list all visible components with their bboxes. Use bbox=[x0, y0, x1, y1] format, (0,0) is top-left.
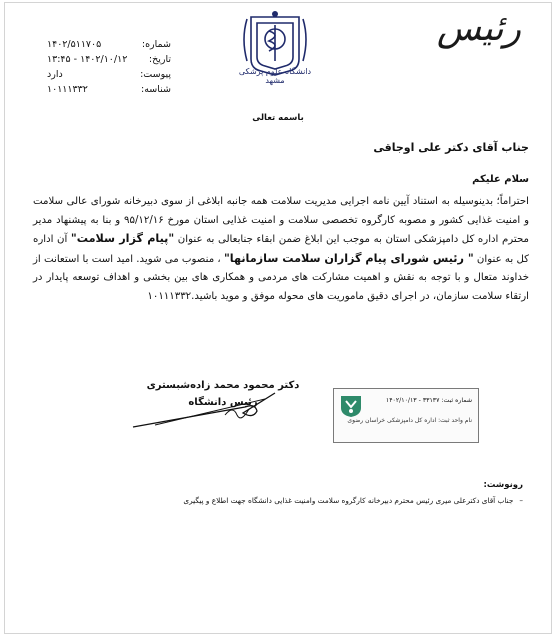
signer-name: دکتر محمود محمد زاده‌شبستری bbox=[146, 380, 300, 391]
meta-row-date bbox=[43, 52, 171, 67]
cc-label: رونوشت: bbox=[483, 480, 523, 490]
invocation: باسمه تعالی bbox=[252, 113, 304, 123]
emblem-caption: دانشگاه علوم پزشکی مشهد bbox=[238, 67, 312, 85]
meta-value: ۱۴۰۲/۱۰/۱۲ - ۱۳:۴۵ bbox=[47, 54, 128, 65]
meta-value: ۱۴۰۲/۵۱۱۷۰۵ bbox=[47, 39, 102, 50]
meta-value: دارد bbox=[47, 69, 63, 80]
meta-value: ۱۰۱۱۱۳۳۲ bbox=[47, 84, 88, 95]
vet-org-logo-icon bbox=[338, 393, 364, 419]
meta-label: پیوست: bbox=[140, 69, 171, 80]
meta-label: شماره: bbox=[141, 39, 171, 50]
greeting: سلام علیکم bbox=[472, 174, 529, 185]
meta-label: تاریخ: bbox=[148, 54, 171, 65]
signer-title: رئیس دانشگاه bbox=[188, 397, 258, 408]
body-emphasis: "پیام گزار سلامت" bbox=[70, 232, 175, 245]
stamp-unit: نام واحد ثبت: اداره کل دامپزشکی خراسان رضوی bbox=[347, 417, 472, 424]
letterhead-title: رئیس bbox=[436, 8, 521, 49]
body-text: آن اداره کل به عنوان bbox=[33, 234, 530, 265]
stamp-registration: شماره ثبت: ۳۳۱۳۷ - ۱۴۰۲/۱۰/۱۳ bbox=[385, 397, 472, 404]
body-text: ، منصوب می شوید. امید است با استعانت از خداوند متعال و با توجه به نقش و اهمیت مشارکت های مردمی و همکاری های بین بخشی و اهداف توسعه پایدار در ارتقاء سلامت سازمان، در اجرای دقیق ماموریت های محوله موفق و موید باشید.۱۰۱۱۱۳۳۲ bbox=[33, 253, 529, 302]
addressee: جناب آقای دکتر علی اوجاقی bbox=[373, 141, 529, 154]
letter-body bbox=[33, 193, 529, 306]
cc-item bbox=[183, 496, 523, 505]
letter-metadata bbox=[43, 37, 171, 97]
meta-row-attachment bbox=[43, 67, 171, 82]
meta-row-id bbox=[43, 82, 171, 97]
handwritten-signature bbox=[125, 385, 285, 435]
meta-label: شناسه: bbox=[141, 84, 171, 95]
cc-text: جناب آقای دکترعلی میری رئیس محترم دبیرخانه کارگروه سلامت وامنیت غذایی دانشگاه جهت اطلاع و پیگیری bbox=[183, 496, 514, 505]
registration-stamp bbox=[333, 388, 479, 443]
cc-bullet: – bbox=[519, 496, 523, 505]
body-text: احتراماً؛ بدینوسیله به استناد آیین نامه اجرایی مدیریت سلامت همه جانبه ابلاغی از سوی دبیرخانه شورای عالی سلامت و امنیت غذایی کشور و مصوبه کارگروه تخصصی سلامت و امنیت غذایی استان مورخ ۹۵/۱۲/۱۶ و بنا به پیشنهاد مدیر محترم اداره کل دامپزشکی استان به موجب این ابلاغ ضمن ابقاء جنابعالی به عنوان bbox=[33, 196, 529, 245]
meta-row-number bbox=[43, 37, 171, 52]
body-emphasis: " رئیس شورای پیام گزاران سلامت سازمانها" bbox=[223, 251, 474, 265]
letter-page bbox=[4, 2, 552, 634]
